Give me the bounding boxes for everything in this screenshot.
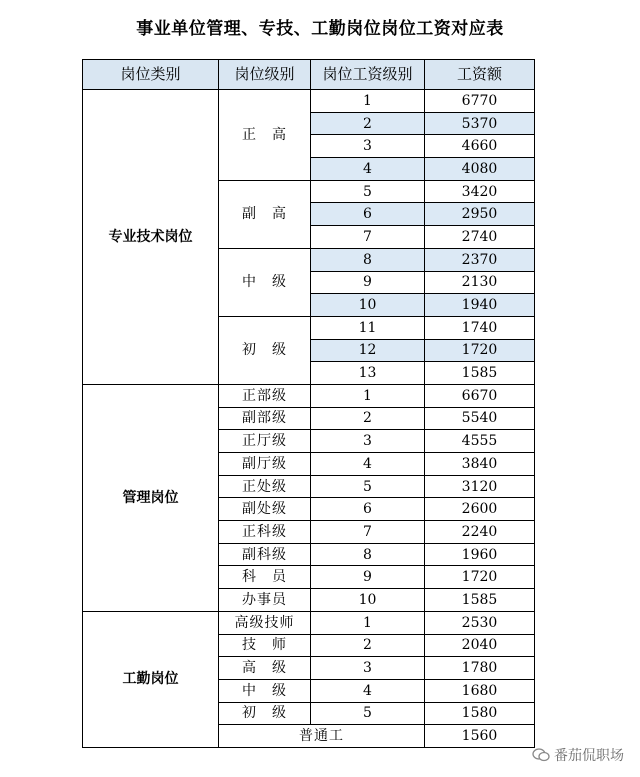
- amount-cell: 2600: [425, 498, 535, 521]
- grade-cell: 1: [311, 611, 425, 634]
- amount-cell: 4080: [425, 158, 535, 181]
- amount-cell: 4555: [425, 430, 535, 453]
- level-cell: 副处级: [219, 498, 311, 521]
- amount-cell: 2740: [425, 226, 535, 249]
- amount-cell: 1585: [425, 589, 535, 612]
- grade-cell: 13: [311, 362, 425, 385]
- page-title: 事业单位管理、专技、工勤岗位岗位工资对应表: [136, 19, 504, 39]
- amount-cell: 5370: [425, 112, 535, 135]
- header-row: [83, 60, 535, 90]
- amount-cell: 2530: [425, 611, 535, 634]
- level-cell: 初 级: [219, 316, 311, 384]
- level-cell: 副 高: [219, 180, 311, 248]
- amount-cell: 1680: [425, 679, 535, 702]
- grade-cell: 1: [311, 90, 425, 113]
- watermark-text: 番茄侃职场: [554, 748, 624, 764]
- amount-cell: 1720: [425, 339, 535, 362]
- table-row: [83, 90, 535, 113]
- level-cell: 正厅级: [219, 430, 311, 453]
- category-cell: 专业技术岗位: [83, 90, 219, 385]
- grade-cell: 7: [311, 521, 425, 544]
- amount-cell: 6670: [425, 384, 535, 407]
- amount-cell: 1940: [425, 294, 535, 317]
- amount-cell: 1585: [425, 362, 535, 385]
- amount-cell: 2130: [425, 271, 535, 294]
- amount-cell: 3840: [425, 453, 535, 476]
- table-row: [83, 384, 535, 407]
- grade-cell: 4: [311, 158, 425, 181]
- amount-cell: 3420: [425, 180, 535, 203]
- amount-cell: 4660: [425, 135, 535, 158]
- level-cell: 副部级: [219, 407, 311, 430]
- level-cell: 高级技师: [219, 611, 311, 634]
- salary-table: [82, 59, 535, 748]
- grade-cell: 7: [311, 226, 425, 249]
- grade-cell: 12: [311, 339, 425, 362]
- grade-cell: 2: [311, 407, 425, 430]
- level-cell: 正 高: [219, 90, 311, 181]
- amount-cell: 1780: [425, 657, 535, 680]
- level-cell: 正部级: [219, 384, 311, 407]
- grade-cell: 5: [311, 702, 425, 725]
- amount-cell: 2950: [425, 203, 535, 226]
- amount-cell: 1580: [425, 702, 535, 725]
- grade-cell: 3: [311, 135, 425, 158]
- level-cell: 中 级: [219, 248, 311, 316]
- grade-cell: 10: [311, 294, 425, 317]
- grade-cell: 5: [311, 180, 425, 203]
- level-cell: 初 级: [219, 702, 311, 725]
- grade-cell: 2: [311, 112, 425, 135]
- watermark: [532, 745, 624, 765]
- level-cell: 技 师: [219, 634, 311, 657]
- grade-cell: 5: [311, 475, 425, 498]
- grade-cell: 8: [311, 543, 425, 566]
- amount-cell: 2040: [425, 634, 535, 657]
- grade-cell: 4: [311, 679, 425, 702]
- grade-cell: 2: [311, 634, 425, 657]
- header-cell: 岗位工资级别: [311, 60, 425, 90]
- level-cell: 正处级: [219, 475, 311, 498]
- category-cell: 工勤岗位: [83, 611, 219, 747]
- grade-cell: 1: [311, 384, 425, 407]
- category-cell: 管理岗位: [83, 384, 219, 611]
- amount-cell: 2240: [425, 521, 535, 544]
- grade-cell: 4: [311, 453, 425, 476]
- amount-cell: 1560: [425, 725, 535, 748]
- amount-cell: 1720: [425, 566, 535, 589]
- general-worker-cell: 普通工: [219, 725, 425, 748]
- grade-cell: 11: [311, 316, 425, 339]
- level-cell: 高 级: [219, 657, 311, 680]
- level-cell: 中 级: [219, 679, 311, 702]
- amount-cell: 2370: [425, 248, 535, 271]
- amount-cell: 6770: [425, 90, 535, 113]
- level-cell: 办事员: [219, 589, 311, 612]
- grade-cell: 10: [311, 589, 425, 612]
- level-cell: 正科级: [219, 521, 311, 544]
- grade-cell: 3: [311, 657, 425, 680]
- amount-cell: 5540: [425, 407, 535, 430]
- wechat-icon: [532, 748, 550, 762]
- amount-cell: 1960: [425, 543, 535, 566]
- table-row: [83, 611, 535, 634]
- level-cell: 科 员: [219, 566, 311, 589]
- header-cell: 工资额: [425, 60, 535, 90]
- grade-cell: 9: [311, 271, 425, 294]
- header-cell: 岗位级别: [219, 60, 311, 90]
- grade-cell: 6: [311, 498, 425, 521]
- level-cell: 副厅级: [219, 453, 311, 476]
- header-cell: 岗位类别: [83, 60, 219, 90]
- amount-cell: 3120: [425, 475, 535, 498]
- grade-cell: 3: [311, 430, 425, 453]
- level-cell: 副科级: [219, 543, 311, 566]
- grade-cell: 9: [311, 566, 425, 589]
- amount-cell: 1740: [425, 316, 535, 339]
- grade-cell: 8: [311, 248, 425, 271]
- grade-cell: 6: [311, 203, 425, 226]
